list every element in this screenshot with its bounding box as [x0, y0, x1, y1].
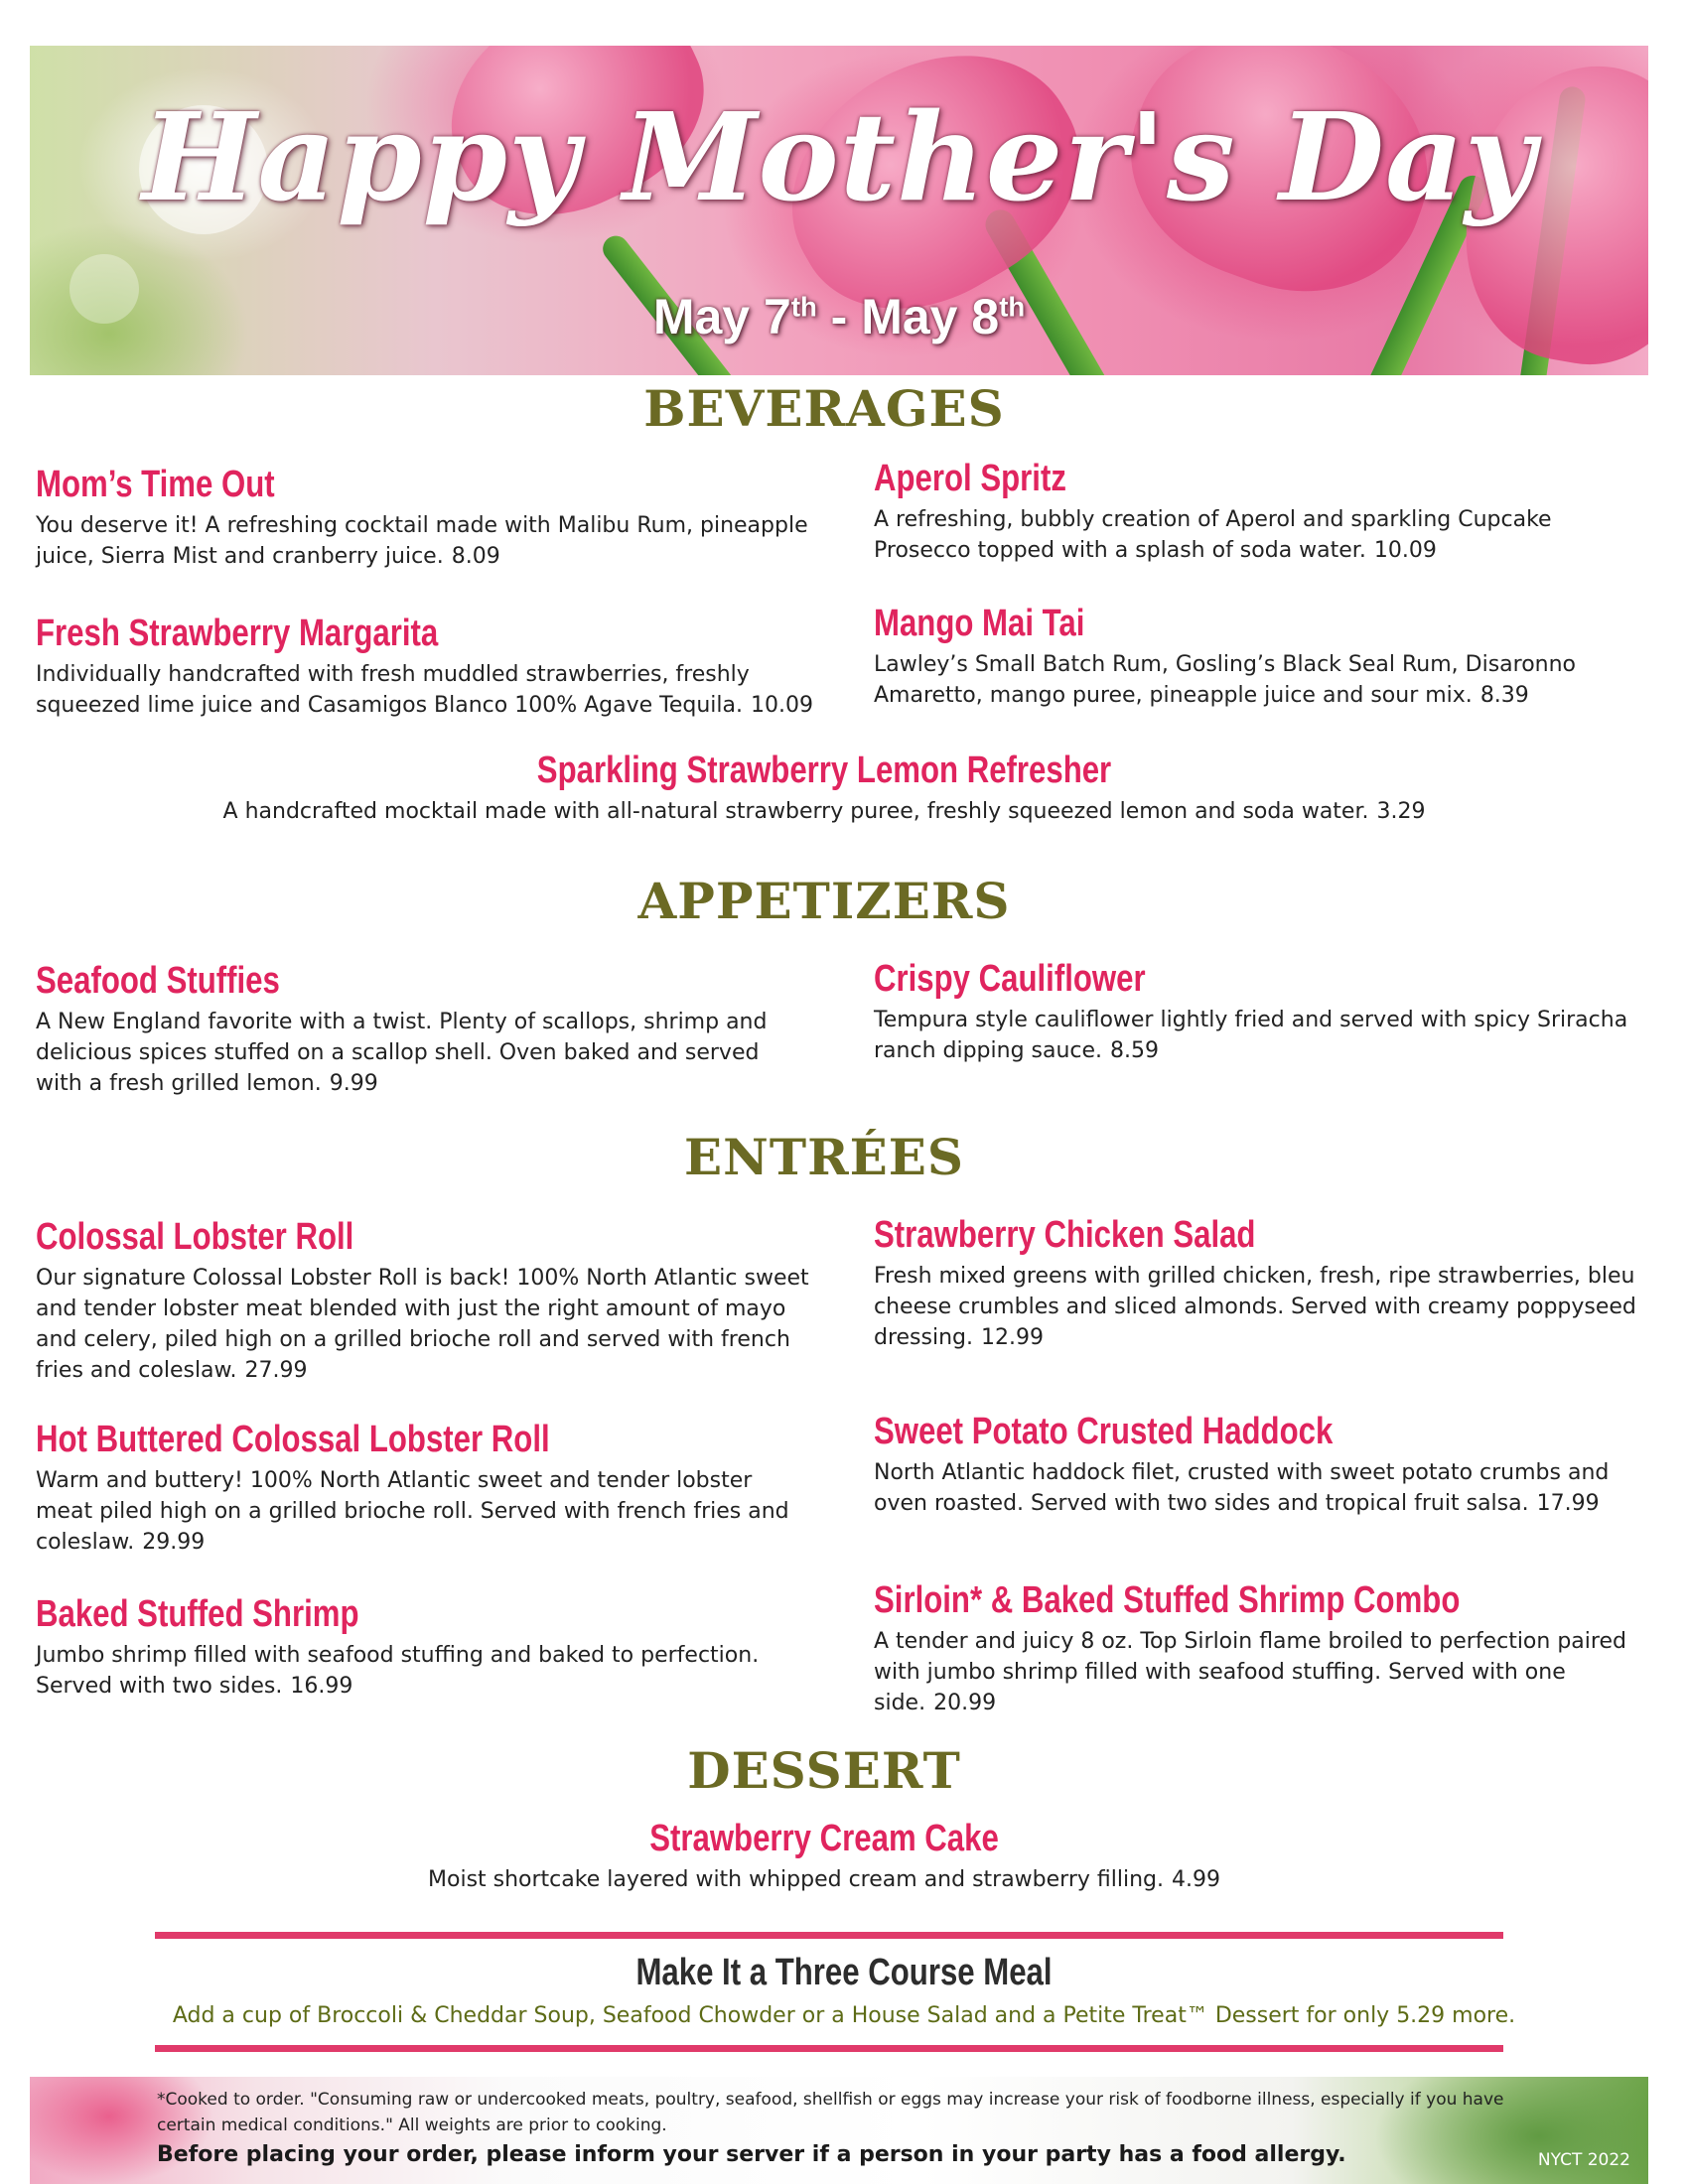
section-title-beverages: BEVERAGES — [643, 379, 1005, 438]
item-name: Hot Buttered Colossal Lobster Roll — [36, 1419, 550, 1460]
section-title-dessert: DESSERT — [687, 1741, 961, 1800]
footer-banner — [30, 2077, 1648, 2184]
item-description: Individually handcrafted with fresh muddled strawberries, freshly squeezed lime juice and Casamigos Blanco 100% Agave Tequila. 10.09 — [36, 662, 813, 718]
banner-dates: May 7th - May 8th — [652, 289, 1026, 344]
menu-item — [36, 1215, 810, 1386]
item-price: 10.09 — [1373, 538, 1437, 563]
item-price: 4.99 — [1172, 1867, 1220, 1892]
item-name: Crispy Cauliflower — [874, 958, 1146, 1000]
divider-bottom — [155, 2045, 1503, 2052]
item-price: 17.99 — [1536, 1491, 1600, 1516]
item-price: 12.99 — [981, 1325, 1044, 1350]
three-course-title: Make It a Three Course Meal — [635, 1952, 1053, 1993]
item-price: 8.39 — [1479, 683, 1529, 708]
disclaimer-note: *Cooked to order. "Consuming raw or undercooked meats, poultry, seafood, shellfish or eggs may increase your risk of foodborne illness, especially if you have certain medical conditions." All weights are prior to cooking. — [157, 2090, 1504, 2135]
item-description: North Atlantic haddock filet, crusted with sweet potato crumbs and oven roasted. Served with two sides and tropical fruit salsa. 17.99 — [874, 1460, 1610, 1516]
item-name: Fresh Strawberry Margarita — [36, 613, 439, 654]
item-description: A New England favorite with a twist. Plenty of scallops, shrimp and delicious spices stuffed on a scallop shell. Oven baked and served with a fresh grilled lemon. 9.99 — [36, 1010, 768, 1096]
item-description: A refreshing, bubbly creation of Aperol and sparkling Cupcake Prosecco topped with a splash of soda water. 10.09 — [874, 507, 1552, 563]
item-price: 9.99 — [329, 1071, 378, 1096]
item-description: Jumbo shrimp filled with seafood stuffing and baked to perfection. Served with two sides. 16.99 — [36, 1643, 760, 1699]
item-description: You deserve it! A refreshing cocktail made with Malibu Rum, pineapple juice, Sierra Mist and cranberry juice. 8.09 — [36, 513, 808, 569]
three-course-text: Add a cup of Broccoli & Cheddar Soup, Seafood Chowder or a House Salad and a Petite Treat™ Dessert for only 5.29 more. — [172, 2003, 1516, 2028]
item-price: 8.59 — [1110, 1038, 1160, 1063]
item-price: 29.99 — [142, 1530, 206, 1555]
item-name: Strawberry Chicken Salad — [874, 1214, 1256, 1256]
menu-item — [36, 612, 850, 721]
item-name: Baked Stuffed Shrimp — [36, 1593, 359, 1635]
menu-item — [36, 1418, 810, 1558]
item-price: 3.29 — [1376, 799, 1426, 824]
item-description: Lawley’s Small Batch Rum, Gosling’s Black Seal Rum, Disaronno Amaretto, mango puree, pineapple juice and sour mix. 8.39 — [874, 652, 1577, 708]
item-name: Sparkling Strawberry Lemon Refresher — [536, 750, 1112, 791]
menu-item — [36, 1592, 830, 1702]
menu-item — [874, 1213, 1648, 1353]
section-title-appetizers: APPETIZERS — [637, 872, 1011, 930]
item-description: Fresh mixed greens with grilled chicken, fresh, ripe strawberries, bleu cheese crumbles and sliced almonds. Served with creamy poppyseed dressing. 12.99 — [874, 1264, 1636, 1350]
menu-item — [874, 1578, 1648, 1718]
item-name: Mom’s Time Out — [36, 464, 275, 505]
item-price: 8.09 — [451, 544, 500, 569]
section-title-entrees: ENTRÉES — [684, 1128, 964, 1186]
item-name: Colossal Lobster Roll — [36, 1216, 354, 1258]
menu-item — [874, 1410, 1648, 1519]
divider-top — [155, 1932, 1503, 1939]
menu-item — [0, 749, 1648, 827]
item-description: Tempura style cauliflower lightly fried and served with spicy Sriracha ranch dipping sauce. 8.59 — [874, 1008, 1628, 1063]
item-price: 20.99 — [933, 1691, 997, 1715]
item-description: A handcrafted mocktail made with all-natural strawberry puree, freshly squeezed lemon and soda water. 3.29 — [222, 799, 1426, 824]
menu-code: NYCT 2022 — [1537, 2150, 1630, 2170]
item-name: Sirloin* & Baked Stuffed Shrimp Combo — [874, 1579, 1461, 1621]
menu-item — [874, 602, 1648, 711]
item-description: Warm and buttery! 100% North Atlantic sweet and tender lobster meat piled high on a grilled brioche roll. Served with french fries and coleslaw. 29.99 — [36, 1468, 789, 1555]
menu-item — [36, 959, 810, 1099]
menu-item — [874, 957, 1648, 1066]
menu-item — [0, 1817, 1648, 1895]
banner-title: Happy Mother's Day — [142, 85, 1536, 228]
menu-item — [874, 457, 1648, 566]
header-banner — [30, 46, 1648, 375]
item-price: 10.09 — [751, 693, 813, 718]
menu-item — [36, 463, 830, 572]
item-description: Our signature Colossal Lobster Roll is back! 100% North Atlantic sweet and tender lobster meat blended with just the right amount of mayo and celery, piled high on a grilled brioche roll and served with french fries and coleslaw. 27.99 — [36, 1266, 809, 1383]
item-name: Mango Mai Tai — [874, 603, 1085, 644]
item-description: Moist shortcake layered with whipped cream and strawberry filling. 4.99 — [428, 1867, 1220, 1892]
allergy-notice: Before placing your order, please inform your server if a person in your party has a food allergy. — [157, 2142, 1346, 2167]
item-description: A tender and juicy 8 oz. Top Sirloin flame broiled to perfection paired with jumbo shrimp filled with seafood stuffing. Served with one side. 20.99 — [874, 1629, 1626, 1715]
item-name: Strawberry Cream Cake — [649, 1818, 999, 1859]
item-name: Aperol Spritz — [874, 458, 1066, 499]
item-price: 27.99 — [244, 1358, 308, 1383]
item-name: Seafood Stuffies — [36, 960, 280, 1002]
item-name: Sweet Potato Crusted Haddock — [874, 1411, 1334, 1452]
item-price: 16.99 — [290, 1674, 353, 1699]
